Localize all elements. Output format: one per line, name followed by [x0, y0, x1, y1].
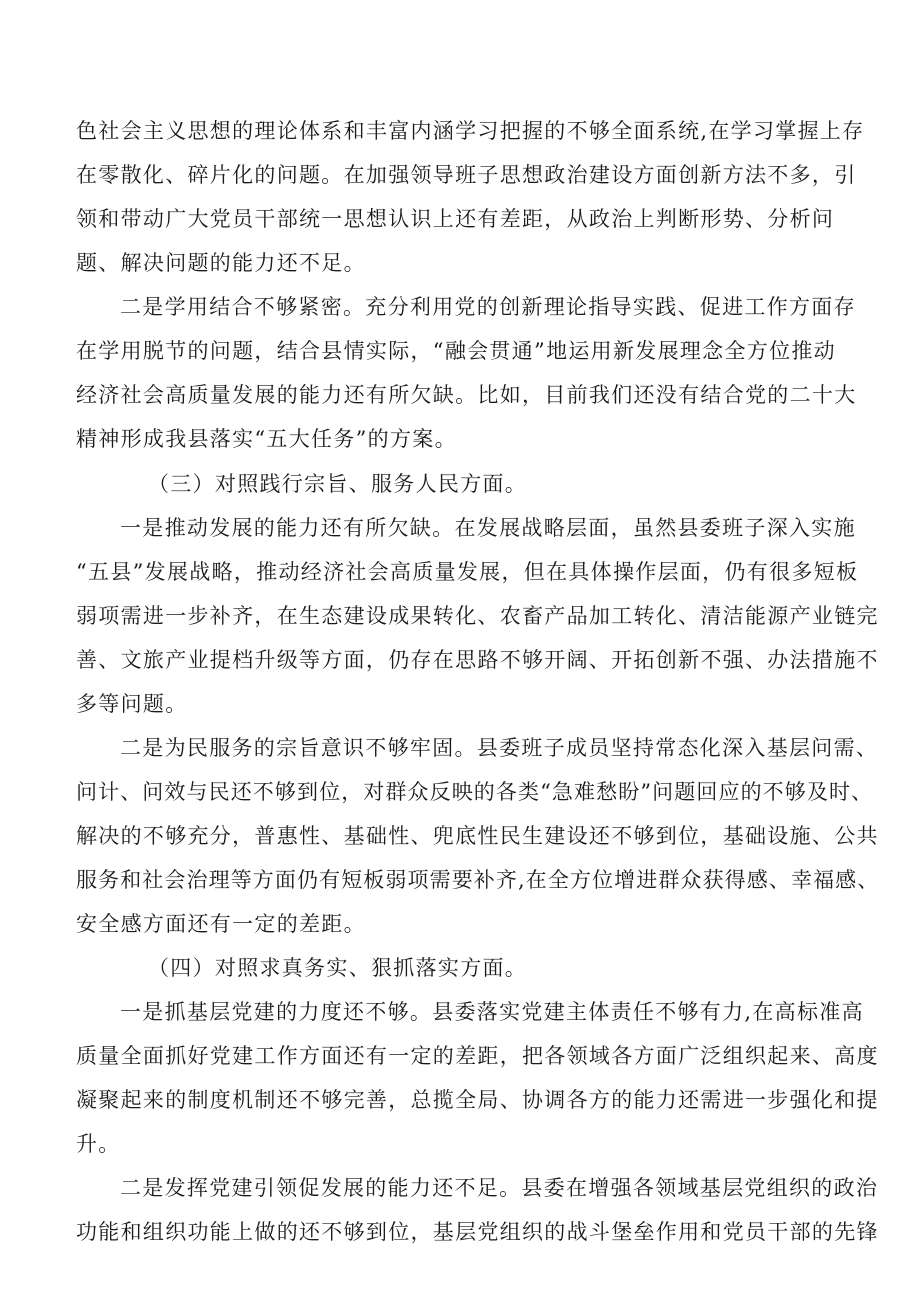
text-line: 安全感方面还有一定的差距。	[76, 912, 366, 936]
text-line: 凝聚起来的制度机制还不够完善，总揽全局、协调各方的能力还需进一步强化和提	[76, 1088, 879, 1112]
text-line: 经济社会高质量发展的能力还有所欠缺。比如，目前我们还没有结合党的二十大	[76, 383, 857, 407]
text-line: 二是学用结合不够紧密。充分利用党的创新理论指导实践、促进工作方面存	[120, 295, 856, 319]
text-line: 升。	[76, 1132, 121, 1156]
text-line: 二是发挥党建引领促发展的能力还不足。县委在增强各领域基层党组织的政治	[120, 1176, 879, 1200]
text-line: 善、文旅产业提档升级等方面，仍存在思路不够开阔、开拓创新不强、办法措施不	[76, 648, 879, 672]
text-line: 质量全面抓好党建工作方面还有一定的差距，把各领域各方面广泛组织起来、高度	[76, 1044, 879, 1068]
text-line: 弱项需进一步补齐，在生态建设成果转化、农畜产品加工转化、清洁能源产业链完	[76, 604, 879, 628]
section-heading: （四）对照求真务实、狠抓落实方面。	[148, 956, 528, 980]
text-line: 在学用脱节的问题，结合县情实际，“融会贯通”地运用新发展理念全方位推动	[76, 339, 836, 363]
text-line: “五县”发展战略，推动经济社会高质量发展，但在具体操作层面，仍有很多短板	[76, 560, 859, 584]
text-line: 题、解决问题的能力还不足。	[76, 251, 366, 275]
text-line: 色社会主义思想的理论体系和丰富内涵学习把握的不够全面系统,在学习掌握上存	[76, 119, 865, 143]
text-line: 多等问题。	[76, 692, 188, 716]
text-line: 问计、问效与民还不够到位，对群众反映的各类“急难愁盼”问题回应的不够及时、	[76, 780, 874, 804]
text-line: 服务和社会治理等方面仍有短板弱项需要补齐,在全方位增进群众获得感、幸福感、	[76, 868, 880, 892]
text-line: 在零散化、碎片化的问题。在加强领导班子思想政治建设方面创新方法不多，引	[76, 163, 857, 187]
text-line: 精神形成我县落实“五大任务”的方案。	[76, 427, 457, 451]
text-line: 功能和组织功能上做的还不够到位，基层党组织的战斗堡垒作用和党员干部的先锋	[76, 1220, 879, 1244]
text-line: 解决的不够充分，普惠性、基础性、兜底性民生建设还不够到位，基础设施、公共	[76, 824, 879, 848]
text-line: 一是抓基层党建的力度还不够。县委落实党建主体责任不够有力,在高标准高	[120, 1000, 864, 1024]
text-line: 一是推动发展的能力还有所欠缺。在发展战略层面，虽然县委班子深入实施	[120, 516, 856, 540]
text-line: 二是为民服务的宗旨意识不够牢固。县委班子成员坚持常态化深入基层问需、	[120, 736, 879, 760]
text-line: 领和带动广大党员干部统一思想认识上还有差距，从政治上判断形势、分析问	[76, 207, 835, 231]
section-heading: （三）对照践行宗旨、服务人民方面。	[148, 472, 528, 496]
